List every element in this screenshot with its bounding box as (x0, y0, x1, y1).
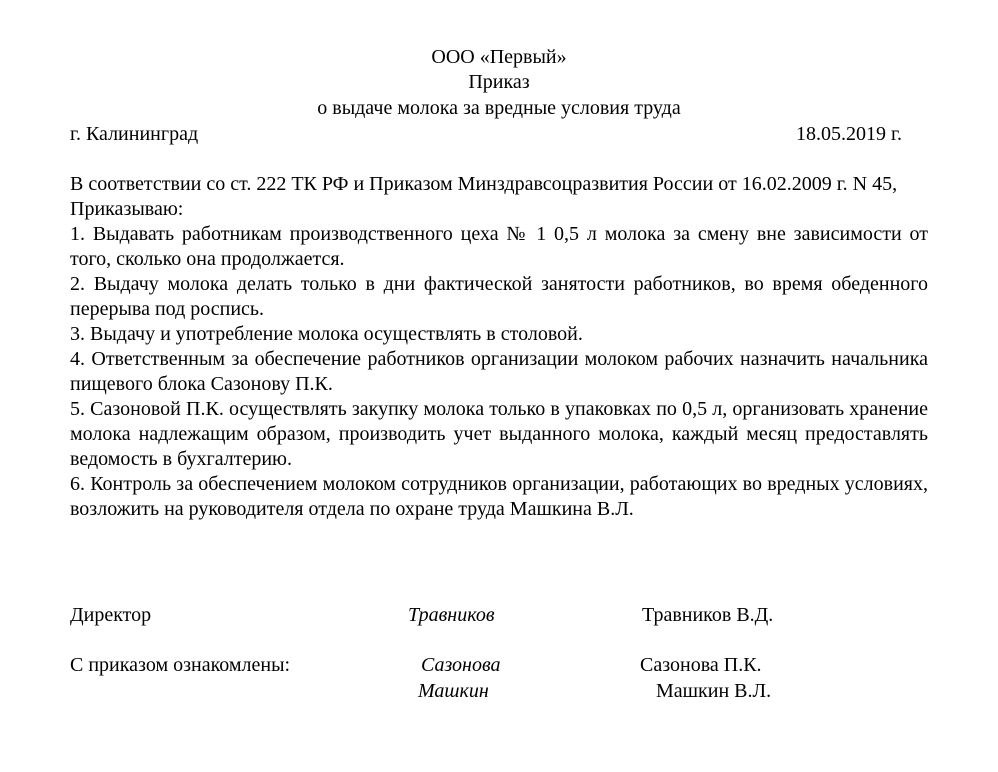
name-mashkin: Машкин В.Л. (656, 680, 772, 702)
order-preamble: В соответствии со ст. 222 ТК РФ и Приказом Минздравсоцразвития России от 16.02.2009 г. N 45, (70, 173, 898, 195)
document-type: Приказ (468, 71, 530, 93)
name-sazonova: Сазонова П.К. (640, 654, 762, 676)
order-item-1: 1. Выдавать работникам производственного цеха № 1 0,5 л молока за смену вне зависимости от того, сколько она продолжается. (70, 223, 928, 270)
order-word: Приказываю: (70, 198, 184, 220)
director-signature: Травников (408, 604, 495, 626)
order-item-2: 2. Выдачу молока делать только в дни фактической занятости работников, во время обеденного перерыва под роспись. (70, 273, 928, 320)
document-date: 18.05.2019 г. (796, 123, 902, 145)
director-label: Директор (70, 604, 152, 626)
order-item-5: 5. Сазоновой П.К. осуществлять закупку молока только в упаковках по 0,5 л, организовать хранение молока надлежащим образом, производить учет выданного молока, каждый месяц предоставлять ведомость в бухгалтерию. (70, 398, 928, 470)
order-body (70, 172, 928, 522)
signature-mashkin: Машкин (418, 680, 489, 702)
order-item-4: 4. Ответственным за обеспечение работников организации молоком рабочих назначить начальника пищевого блока Сазонову П.К. (70, 348, 928, 395)
signature-sazonova: Сазонова (421, 654, 501, 676)
order-subject: о выдаче молока за вредные условия труда (317, 97, 681, 119)
order-item-6: 6. Контроль за обеспечением молоком сотрудников организации, работающих во вредных условиях, возложить на руководителя отдела по охране труда Машкина В.Л. (70, 473, 928, 520)
acquainted-label: С приказом ознакомлены: (70, 654, 291, 676)
document-place: г. Калининград (70, 123, 199, 145)
organization-name: ООО «Первый» (431, 46, 567, 68)
director-name: Травников В.Д. (642, 604, 774, 626)
order-item-3: 3. Выдачу и употребление молока осуществлять в столовой. (70, 323, 583, 345)
